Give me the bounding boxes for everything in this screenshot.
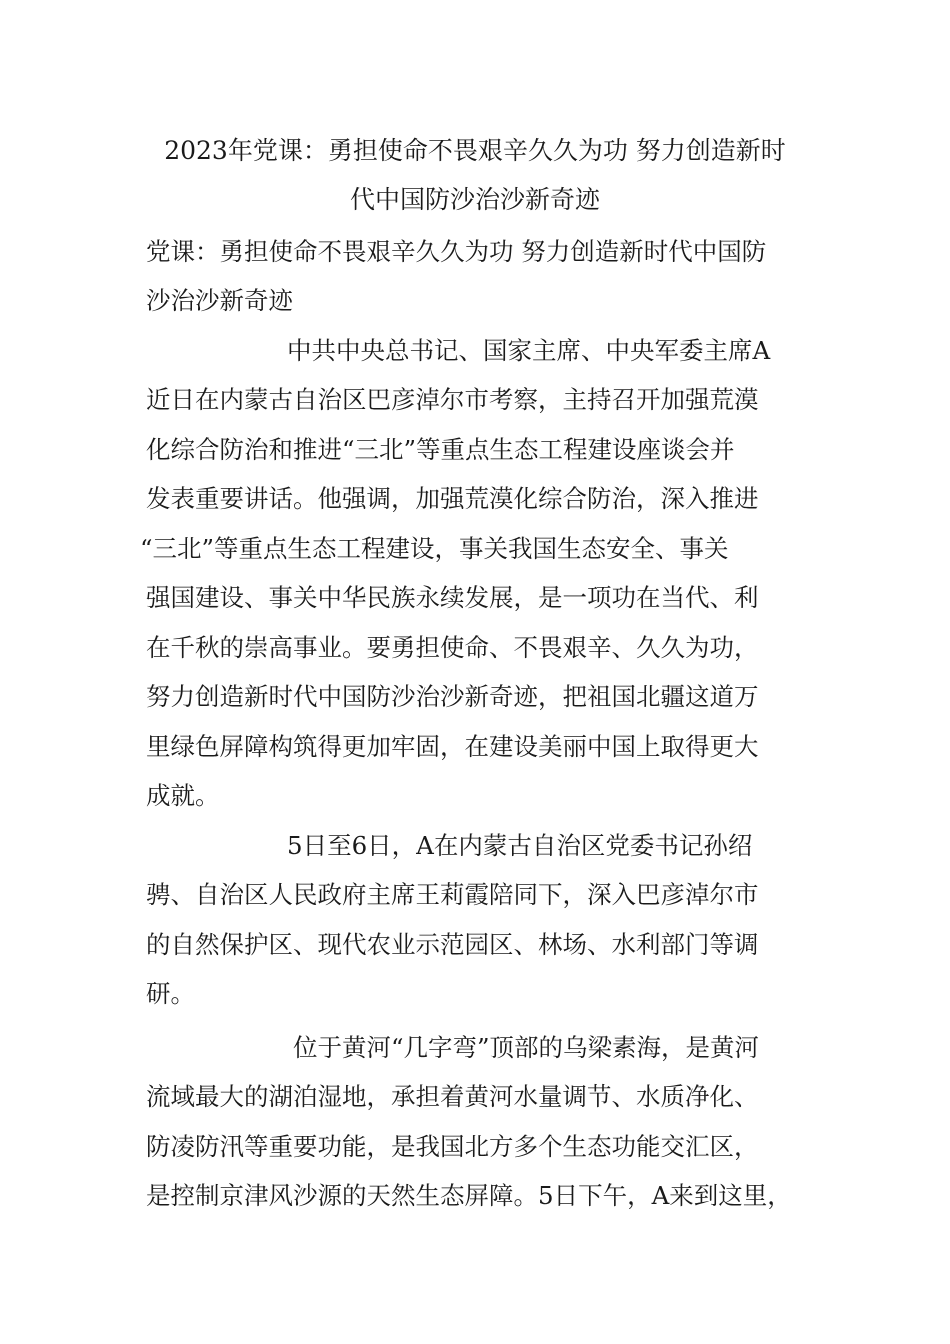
document-title-line-2: 代中国防沙治沙新奇迹 bbox=[349, 185, 600, 214]
paragraph-3-line-4: 是控制京津风沙源的天然生态屏障。5日下午，A来到这里， bbox=[146, 1181, 792, 1210]
subtitle-line-2: 沙治沙新奇迹 bbox=[146, 286, 293, 315]
paragraph-1-line-1: 中共中央总书记、国家主席、中央军委主席A bbox=[287, 336, 771, 365]
document-title-line-1: 2023年党课：勇担使命不畏艰辛久久为功 努力创造新时 bbox=[164, 136, 786, 165]
paragraph-1-line-2: 近日在内蒙古自治区巴彦淖尔市考察，主持召开加强荒漠 bbox=[146, 385, 759, 414]
paragraph-1-line-6: 强国建设、事关中华民族永续发展，是一项功在当代、利 bbox=[146, 583, 759, 612]
paragraph-3-line-3: 防凌防汛等重要功能，是我国北方多个生态功能交汇区， bbox=[146, 1132, 759, 1161]
paragraph-1-line-10: 成就。 bbox=[146, 781, 220, 810]
paragraph-2-line-2: 骋、自治区人民政府主席王莉霞陪同下，深入巴彦淖尔市 bbox=[146, 880, 759, 909]
subtitle-line-1: 党课：勇担使命不畏艰辛久久为功 努力创造新时代中国防 bbox=[146, 237, 767, 266]
paragraph-1-line-5: “三北”等重点生态工程建设，事关我国生态安全、事关 bbox=[140, 534, 729, 563]
paragraph-1-line-3: 化综合防治和推进“三北”等重点生态工程建设座谈会并 bbox=[146, 435, 735, 464]
paragraph-1-line-7: 在千秋的崇高事业。要勇担使命、不畏艰辛、久久为功， bbox=[146, 633, 759, 662]
paragraph-1-line-8: 努力创造新时代中国防沙治沙新奇迹，把祖国北疆这道万 bbox=[146, 682, 759, 711]
paragraph-2-line-3: 的自然保护区、现代农业示范园区、林场、水利部门等调 bbox=[146, 930, 759, 959]
paragraph-2-line-4: 研。 bbox=[146, 979, 195, 1008]
paragraph-3-line-2: 流域最大的湖泊湿地，承担着黄河水量调节、水质净化、 bbox=[146, 1082, 759, 1111]
paragraph-3-line-1: 位于黄河“几字弯”顶部的乌梁素海，是黄河 bbox=[293, 1033, 760, 1062]
paragraph-1-line-4: 发表重要讲话。他强调，加强荒漠化综合防治，深入推进 bbox=[146, 484, 759, 513]
paragraph-1-line-9: 里绿色屏障构筑得更加牢固，在建设美丽中国上取得更大 bbox=[146, 732, 759, 761]
paragraph-2-line-1: 5日至6日，A在内蒙古自治区党委书记孙绍 bbox=[287, 831, 753, 860]
